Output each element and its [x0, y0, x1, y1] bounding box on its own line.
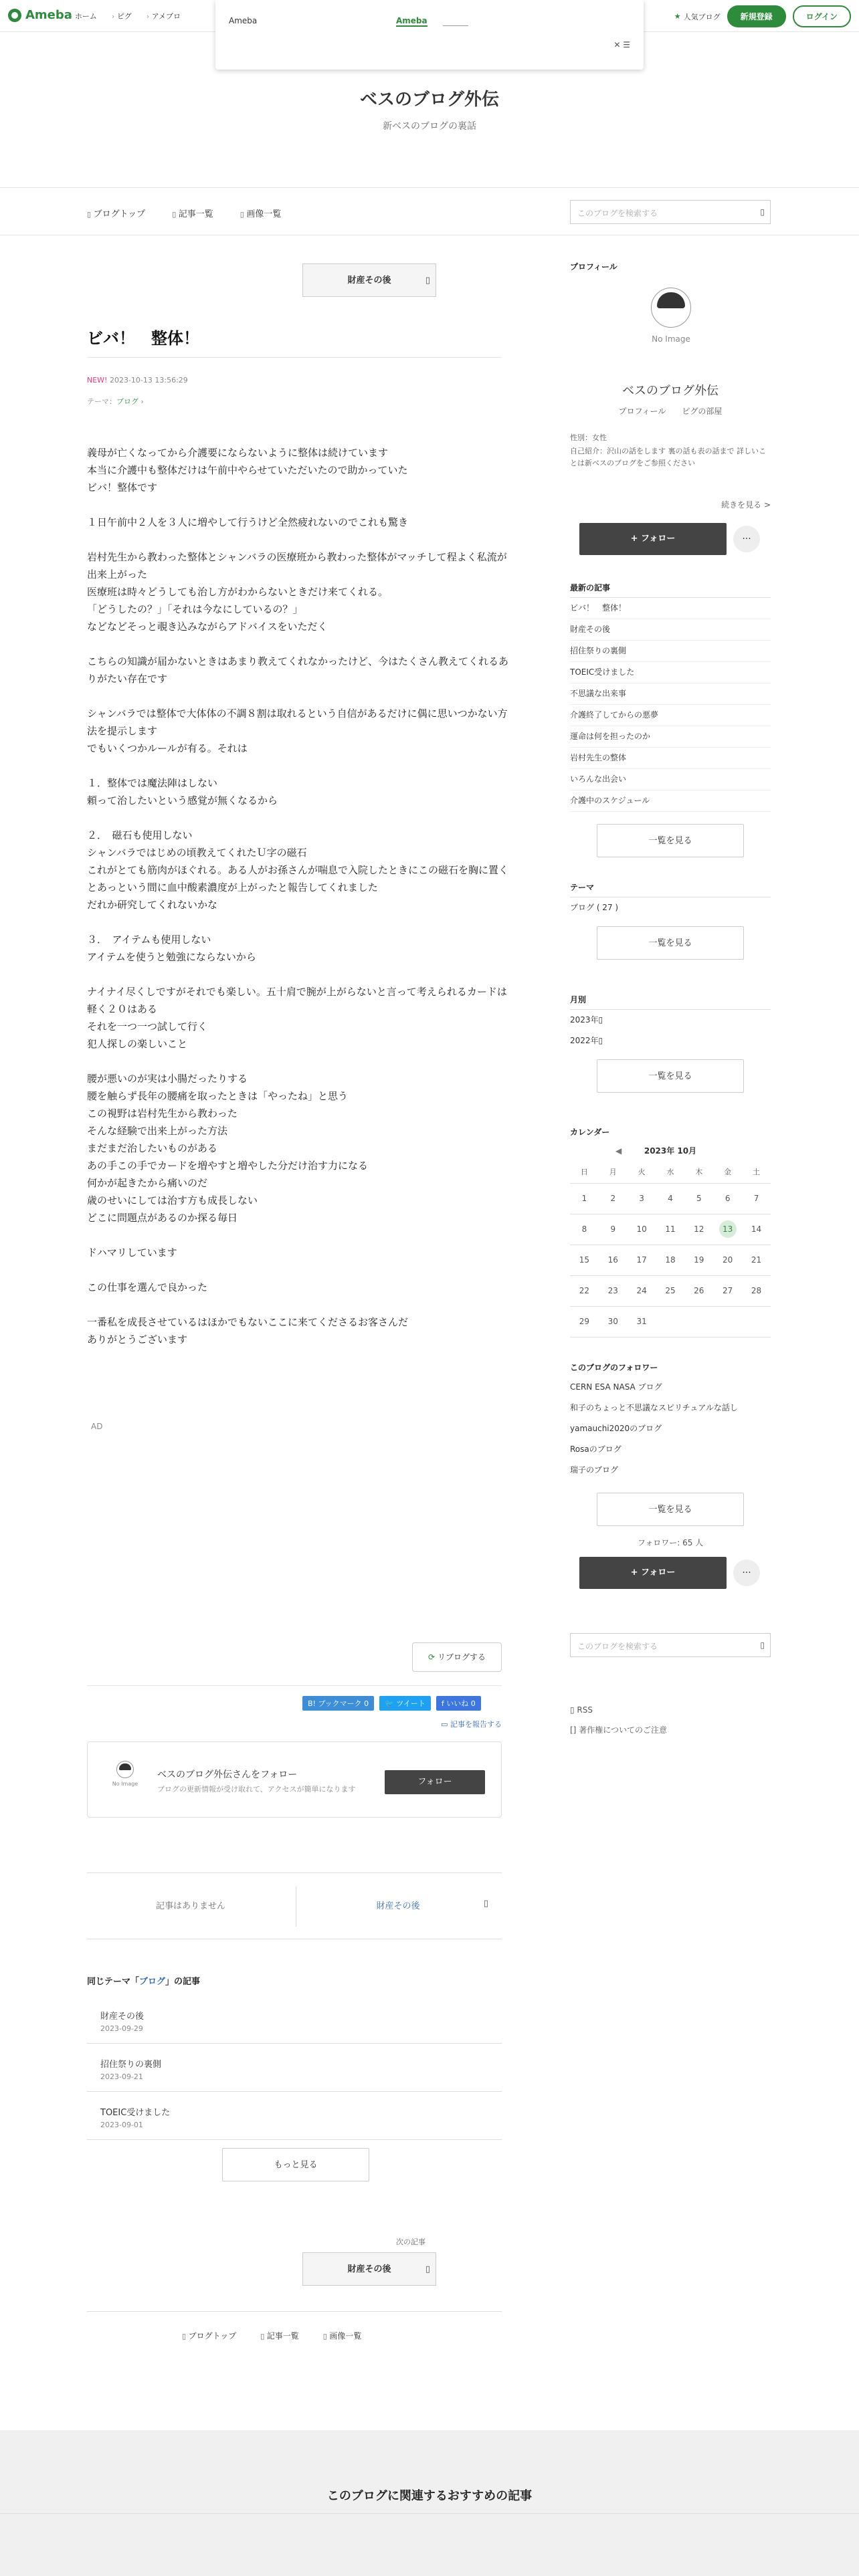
monthly-item[interactable]: 2022年▯: [570, 1036, 603, 1045]
body-paragraph: ３． アイテムも使用しない: [87, 934, 211, 946]
body-paragraph: [87, 687, 508, 705]
body-paragraph: この仕事を選んで良かった: [87, 1281, 208, 1293]
calendar-week-row: [570, 1275, 771, 1306]
calendar-day: [656, 1183, 685, 1214]
recent-item[interactable]: 介護中のスケジュール: [570, 790, 771, 812]
body-paragraph: [87, 635, 508, 653]
profile-gender: 性別：女性: [570, 433, 607, 442]
calendar-day-number: 12: [694, 1224, 704, 1234]
body-paragraph: [87, 1053, 508, 1070]
calendar-day: [656, 1275, 685, 1306]
body-paragraph: でもいくつかルールが有る。それは: [87, 742, 248, 754]
body-paragraph: [87, 1226, 508, 1244]
popup-title: Ameba: [229, 16, 258, 25]
calendar-day: [570, 1275, 599, 1306]
calendar-day: [599, 1183, 628, 1214]
blog-search-input[interactable]: [570, 200, 771, 224]
body-paragraph: シャンバラではじめの頃教えてくれたＵ字の磁石: [87, 847, 307, 859]
body-paragraph: これがとても筋肉がほぐれる。ある人がお孫さんが喘息で入院したときにこの磁石を胸に置くとあっという間に血中酸素濃度が上がったと報告してくれました: [87, 864, 509, 893]
ameba-logo[interactable]: [8, 8, 72, 22]
recommended-heading: このブログに関連するおすすめの記事: [326, 2489, 533, 2503]
calendar-day: [599, 1214, 628, 1245]
blog-title[interactable]: ベスのブログ外伝: [359, 90, 499, 110]
body-paragraph: [87, 496, 508, 514]
followers-more-button[interactable]: 一覧を見る: [597, 1493, 744, 1526]
calendar-day: [570, 1245, 599, 1275]
calendar-month: [570, 1142, 771, 1160]
calendar-day-number: 14: [751, 1224, 762, 1234]
calendar-day-number: 28: [751, 1286, 762, 1295]
follower-item[interactable]: yamauchi2020のブログ: [570, 1424, 662, 1433]
calendar-weekday: 土: [742, 1160, 771, 1183]
calendar-day-number: 10: [636, 1224, 647, 1234]
popular-blog-label: 人気ブログ: [683, 12, 721, 21]
same-theme-suffix: 」の記事: [165, 1977, 201, 1987]
sidebar-monthly: [570, 994, 771, 1093]
entry-theme: [87, 396, 144, 407]
calendar-table: [570, 1160, 771, 1337]
footer-divider: [87, 2311, 502, 2312]
avatar-text: No Image: [112, 1781, 138, 1787]
sidebar-calendar: [570, 1126, 771, 1337]
calendar-day: [570, 1183, 599, 1214]
body-paragraph: どこに問題点があるのか探る毎日: [87, 1212, 238, 1224]
calendar-weekday: 火: [628, 1160, 656, 1183]
rss-link[interactable]: [570, 1705, 593, 1715]
copyright-link[interactable]: [570, 1724, 667, 1735]
next-entry-button[interactable]: [302, 2252, 436, 2286]
nav-pigg[interactable]: › ピグ: [112, 11, 132, 21]
same-item-title: 招住祭りの裏側: [100, 2060, 162, 2070]
blog-nav: [0, 187, 859, 235]
calendar-day: [713, 1214, 742, 1245]
chevron-right-icon: ›: [138, 397, 144, 406]
body-paragraph: 腰が悪いのが実は小腸だったりする: [87, 1073, 248, 1085]
calendar-day-number: 7: [753, 1194, 759, 1203]
calendar-day-number: 4: [668, 1194, 673, 1203]
calendar-day-number: 27: [723, 1286, 733, 1295]
same-theme-prefix: 同じテーマ「: [87, 1977, 140, 1987]
crown-icon: ★: [674, 12, 681, 21]
sidebar-follow-button-2[interactable]: + フォロー: [579, 1557, 727, 1589]
ad-label: AD: [91, 1422, 103, 1431]
calendar-day: [684, 1245, 713, 1275]
body-paragraph: アイテムを使うと勉強にならないから: [87, 951, 256, 963]
reblog-button[interactable]: [412, 1642, 502, 1672]
recommended-section: [0, 2430, 859, 2576]
body-paragraph: [87, 1296, 508, 1313]
report-label: 記事を報告する: [450, 1720, 502, 1729]
header-popup: [215, 0, 644, 70]
follower-item[interactable]: CERN ESA NASA ブログ: [570, 1382, 662, 1392]
body-paragraph: などなどそっと覗き込みながらアドバイスをいただく: [87, 621, 328, 633]
calendar-day: [656, 1306, 685, 1337]
calendar-day-number: 2: [610, 1194, 616, 1203]
calendar-week-row: [570, 1306, 771, 1337]
calendar-day: [599, 1306, 628, 1337]
recent-item[interactable]: 不思議な出来事: [570, 683, 771, 705]
body-paragraph: 歳のせいにしては治す方も成長しない: [87, 1194, 258, 1206]
calendar-day-number: 21: [751, 1255, 762, 1265]
sidebar-search-input[interactable]: [570, 1633, 771, 1657]
report-icon: ▭: [441, 1720, 450, 1729]
body-paragraph: そんな経験で出来上がった方法: [87, 1125, 228, 1137]
calendar-day-number: 11: [665, 1224, 676, 1234]
rss-label: RSS: [577, 1705, 593, 1715]
body-paragraph: [87, 966, 508, 983]
next-entry-label: 財産その後: [376, 1901, 420, 1911]
followers-heading: このブログのフォロワー: [570, 1363, 658, 1372]
avatar-face-icon: [116, 1761, 134, 1778]
calendar-day: [742, 1245, 771, 1275]
nav-ameblo[interactable]: › アメブロ: [147, 11, 181, 21]
calendar-prev-icon[interactable]: ◀: [615, 1146, 622, 1156]
calendar-week-row: [570, 1183, 771, 1214]
rss-icon: ▯: [570, 1705, 577, 1715]
follower-count: フォロワー: 65 人: [637, 1538, 704, 1547]
entry-body: [87, 444, 508, 1348]
calendar-weekday: 水: [656, 1160, 685, 1183]
calendar-day-number: 22: [579, 1286, 590, 1295]
recent-heading: 最新の記事: [570, 582, 771, 598]
calendar-day: [599, 1245, 628, 1275]
recent-item[interactable]: ビバ！ 整体！: [570, 598, 771, 619]
body-paragraph: ビバ！整体です: [87, 481, 158, 494]
calendar-day: [713, 1183, 742, 1214]
theme-label: テーマ：: [87, 397, 116, 406]
prev-entry-label: 財産その後: [347, 276, 391, 286]
body-paragraph: 義母が亡くなってから介護要にならないように整体は続けています: [87, 447, 389, 459]
header-actions: [674, 5, 851, 27]
recent-list: [570, 598, 771, 812]
recent-item[interactable]: 財産その後: [570, 619, 771, 641]
ameba-logo-icon: [8, 9, 21, 22]
calendar-day-number: 6: [725, 1194, 731, 1203]
body-paragraph: 「どうしたの？」「それは今なにしているの？」: [87, 603, 303, 615]
same-item-date: 2023-09-21: [100, 2072, 143, 2081]
calendar-day: [570, 1214, 599, 1245]
brand-text: Ameba: [25, 8, 72, 22]
body-paragraph: 本当に介護中も整体だけは午前中やらせていただいたので助かっていた: [87, 464, 408, 476]
share-buttons: [302, 1696, 481, 1711]
calendar-day: [628, 1183, 656, 1214]
chevron-right-icon: ▯: [483, 1899, 488, 1909]
body-paragraph: 犯人探しの楽しいこと: [87, 1038, 188, 1050]
footer-blog-top[interactable]: ▯ ブログトップ: [182, 2330, 236, 2341]
body-paragraph: 医療班は時々どうしても治し方がわからないときだけ来てくれる。: [87, 586, 389, 598]
login-button[interactable]: ログイン: [793, 5, 851, 27]
profile-avatar[interactable]: [642, 288, 700, 354]
nav-home[interactable]: › ホーム: [70, 11, 97, 21]
body-paragraph: 一番私を成長させているはほかでもないここに来てくださるお客さんだ: [87, 1316, 409, 1328]
sidebar-follow-button[interactable]: + フォロー: [579, 523, 727, 555]
body-paragraph: [87, 914, 508, 931]
calendar-weekday: 月: [599, 1160, 628, 1183]
body-paragraph: 腰を触らず長年の腰痛を取ったときは「やったね」と思う: [87, 1090, 349, 1102]
calendar-day-number: 8: [581, 1224, 587, 1234]
body-paragraph: こちらの知識が届かないときはあまり教えてくれなかったけど、今はたくさん教えてくれるありがたい存在です: [87, 655, 509, 685]
popup-close-button[interactable]: ✕ ☰: [613, 40, 630, 49]
title-divider: [87, 357, 502, 358]
monthly-heading: 月別: [570, 994, 771, 1010]
follower-item[interactable]: 瑞子のブログ: [570, 1465, 619, 1475]
theme-link[interactable]: ブログ: [116, 397, 138, 406]
list-item[interactable]: [87, 2044, 502, 2092]
calendar-week-row: [570, 1214, 771, 1245]
calendar-day-number: 26: [694, 1286, 704, 1295]
sidebar-theme: [570, 881, 771, 960]
share-divider: [87, 1685, 502, 1686]
calendar-day: [628, 1245, 656, 1275]
avatar: [110, 1761, 140, 1796]
body-paragraph: 何かが起きたから痛いのだ: [87, 1177, 208, 1189]
entry-pager: [87, 1872, 502, 1939]
recent-item[interactable]: 介護終了してからの悪夢: [570, 705, 771, 726]
body-paragraph: [87, 1261, 508, 1279]
body-paragraph: シャンバラでは整体で大体体の不調８割は取れるという自信があるだけに偶に思いつかない方法を提示します: [87, 708, 508, 737]
follow-box: [87, 1741, 502, 1818]
follow-button[interactable]: フォロー: [385, 1770, 485, 1794]
calendar-day-number: 18: [665, 1255, 676, 1265]
calendar-day-number: 30: [607, 1317, 618, 1326]
body-paragraph: この視野は岩村先生から教わった: [87, 1107, 237, 1119]
calendar-day-number: 3: [639, 1194, 644, 1203]
popup-brand-link[interactable]: Ameba: [396, 16, 427, 25]
calendar-weekday: 木: [684, 1160, 713, 1183]
theme-more-button[interactable]: 一覧を見る: [597, 926, 744, 960]
calendar-day-number: 31: [636, 1317, 647, 1326]
profile-links[interactable]: プロフィール ピグの部屋: [618, 407, 723, 416]
follower-item[interactable]: Rosaのブログ: [570, 1444, 622, 1454]
more-button[interactable]: もっと見る: [222, 2148, 369, 2181]
calendar-day: [684, 1214, 713, 1245]
body-paragraph: [87, 531, 508, 548]
search-placeholder: このブログを検索する: [577, 209, 658, 218]
nav-entry-list[interactable]: ▯ 記事一覧: [172, 207, 213, 219]
follow-box-desc: ブログの更新情報が受け取れて、アクセスが簡単になります: [157, 1785, 356, 1794]
copyright-label: 著作権についてのご注意: [579, 1725, 667, 1735]
body-paragraph: あの手この手でカードを増やすと増やした分だけ治す力になる: [87, 1160, 369, 1172]
next-entry-caption: 次の記事: [396, 2238, 425, 2246]
list-item[interactable]: [87, 2092, 502, 2140]
calendar-day: [684, 1183, 713, 1214]
body-paragraph: [87, 757, 508, 774]
same-item-date: 2023-09-01: [100, 2121, 143, 2129]
calendar-day-number: 15: [579, 1255, 590, 1265]
calendar-week-row: [570, 1245, 771, 1275]
calendar-day-number: 19: [694, 1255, 704, 1265]
calendar-day-number: 1: [581, 1194, 587, 1203]
calendar-day: [713, 1306, 742, 1337]
calendar-day: [742, 1183, 771, 1214]
avatar-face-icon: [651, 288, 691, 328]
recent-item[interactable]: TOEIC受けました: [570, 662, 771, 683]
monthly-item[interactable]: 2023年▯: [570, 1015, 603, 1025]
body-paragraph: ナイナイ尽くしですがそれでも楽しい。五十肩で腕が上がらないと言って考えられるカードは軽く２０はある: [87, 986, 507, 1015]
next-entry-link[interactable]: [308, 1899, 488, 1911]
calendar-day: [713, 1275, 742, 1306]
theme-heading: テーマ: [570, 881, 771, 897]
body-paragraph: それを一つ一つ試して行く: [87, 1021, 208, 1033]
body-paragraph: １．整体では魔法陣はしない: [87, 777, 218, 789]
body-paragraph: 岩村先生から教わった整体とシャンバラの医療班から教わった整体がマッチして程よく私流が出来上がった: [87, 551, 507, 580]
profile-more-link[interactable]: 続きを見る >: [721, 500, 771, 510]
calendar-day: [684, 1306, 713, 1337]
search-icon[interactable]: ▯: [760, 207, 765, 217]
calendar-heading: カレンダー: [570, 1128, 610, 1137]
entry-title[interactable]: ビバ！ 整体！: [87, 329, 199, 348]
calendar-day-number: 5: [696, 1194, 702, 1203]
avatar-text: No Image: [652, 334, 690, 344]
entry-date-text: 2023-10-13 13:56:29: [109, 376, 188, 385]
follower-item[interactable]: 和子のちょっと不思議なスピリチュアルな話し: [570, 1403, 738, 1412]
copyright-icon: []: [570, 1725, 579, 1735]
recommended-divider: [0, 2513, 859, 2514]
calendar-day: [742, 1214, 771, 1245]
same-item-title: 財産その後: [100, 2012, 145, 2022]
same-theme-heading: [87, 1974, 200, 1987]
footer-image-list[interactable]: ▯ 画像一覧: [323, 2330, 362, 2341]
calendar-day-number: 23: [607, 1286, 618, 1295]
body-paragraph: ドハマリしています: [87, 1247, 177, 1259]
search-icon[interactable]: ▯: [760, 1640, 765, 1650]
body-paragraph: ありがとうございます: [87, 1333, 188, 1346]
same-theme-link[interactable]: ブログ: [139, 1977, 166, 1987]
calendar-day: [742, 1275, 771, 1306]
same-item-title: TOEIC受けました: [100, 2108, 171, 2118]
footer-nav: [182, 2330, 361, 2341]
sidebar-recent: [570, 582, 771, 857]
list-item[interactable]: [87, 1996, 502, 2044]
share-button-0[interactable]: B! ブックマーク 0: [302, 1696, 374, 1711]
same-theme-list: [87, 1996, 502, 2140]
theme-item[interactable]: ブログ ( 27 ): [570, 903, 619, 912]
profile-intro: 自己紹介：沢山の話をします 裏の話も表の話まで 詳しいことは新ベスのブログをご参照ください: [570, 447, 766, 467]
share-button-2[interactable]: f いいね 0: [436, 1696, 481, 1711]
reblog-label: リブログする: [437, 1652, 486, 1662]
followers-list: [570, 1377, 771, 1481]
new-badge: NEW!: [87, 376, 108, 385]
nav-image-list[interactable]: ▯ 画像一覧: [240, 207, 282, 219]
follow-box-title: ベスのブログ外伝さんをフォロー: [157, 1769, 298, 1780]
search-placeholder: このブログを検索する: [577, 1642, 658, 1651]
calendar-day: [742, 1306, 771, 1337]
sidebar-followers: [570, 1362, 771, 1548]
calendar-weekday-row: [570, 1160, 771, 1183]
calendar-day-number: 25: [665, 1286, 676, 1295]
calendar-day: [628, 1275, 656, 1306]
footer-entry-list[interactable]: ▯ 記事一覧: [260, 2330, 299, 2341]
body-paragraph: 頼って治したいという感覚が無くなるから: [87, 794, 278, 807]
nav-blog-top[interactable]: ▯ ブログトップ: [87, 207, 145, 219]
next-entry-button-label: 財産その後: [347, 2264, 391, 2274]
profile-heading: プロフィール: [570, 262, 617, 272]
body-paragraph: だれか研究してくれないかな: [87, 899, 218, 911]
calendar-day-number: 16: [607, 1255, 618, 1265]
calendar-day-number: 29: [579, 1317, 590, 1326]
popular-blog-link[interactable]: [674, 11, 721, 22]
recent-item[interactable]: 招住祭りの裏側: [570, 641, 771, 662]
prev-entry-button[interactable]: [302, 263, 436, 297]
calendar-day-number: 17: [636, 1255, 647, 1265]
share-button-1[interactable]: 🐦 ツイート: [379, 1696, 431, 1711]
theme-list: [570, 897, 771, 918]
signup-button[interactable]: 新規登録: [727, 5, 786, 27]
recent-item[interactable]: 岩村先生の整体: [570, 748, 771, 769]
prev-none-label: 記事はありません: [155, 1901, 225, 1911]
report-link[interactable]: [441, 1719, 502, 1729]
calendar-weekday: 金: [713, 1160, 742, 1183]
monthly-list: [570, 1010, 771, 1051]
entry-date: [87, 376, 188, 385]
more-options-icon-2[interactable]: ···: [733, 1560, 760, 1586]
recent-item[interactable]: 運命は何を担ったのか: [570, 726, 771, 748]
calendar-day: [684, 1275, 713, 1306]
same-item-date: 2023-09-29: [100, 2024, 143, 2033]
monthly-more-button[interactable]: 一覧を見る: [597, 1059, 744, 1093]
sidebar-profile: [570, 261, 771, 528]
calendar-day: [599, 1275, 628, 1306]
blog-subtitle: 新ベスのブログの裏話: [383, 121, 476, 132]
recent-item[interactable]: いろんな出会い: [570, 769, 771, 790]
calendar-day-number[interactable]: 13: [719, 1220, 737, 1238]
calendar-day: [570, 1306, 599, 1337]
calendar-day: [628, 1306, 656, 1337]
calendar-day: [656, 1214, 685, 1245]
calendar-day-number: 24: [636, 1286, 647, 1295]
global-nav: [70, 11, 181, 21]
recent-more-button[interactable]: 一覧を見る: [597, 824, 744, 857]
body-paragraph: １日午前中２人を３人に増やして行うけど全然疲れないのでこれも驚き: [87, 516, 409, 528]
calendar-day: [628, 1214, 656, 1245]
body-paragraph: まだまだ治したいものがある: [87, 1142, 218, 1154]
calendar-day: [656, 1245, 685, 1275]
body-paragraph: ２． 磁石も使用しない: [87, 829, 193, 841]
chevron-right-icon: ▯: [425, 2264, 430, 2274]
calendar-month-label: 2023年 10月: [644, 1146, 697, 1156]
calendar-weekday: 日: [570, 1160, 599, 1183]
more-options-icon[interactable]: ···: [733, 526, 760, 552]
body-paragraph: [87, 809, 508, 827]
reblog-icon: ⟳: [428, 1652, 436, 1662]
calendar-day: [713, 1245, 742, 1275]
profile-name[interactable]: ベスのブログ外伝: [622, 384, 719, 398]
popup-divider: [443, 25, 468, 26]
calendar-day-number: 9: [610, 1224, 616, 1234]
calendar-day-number: 20: [723, 1255, 733, 1265]
chevron-right-icon: ▯: [425, 276, 430, 286]
